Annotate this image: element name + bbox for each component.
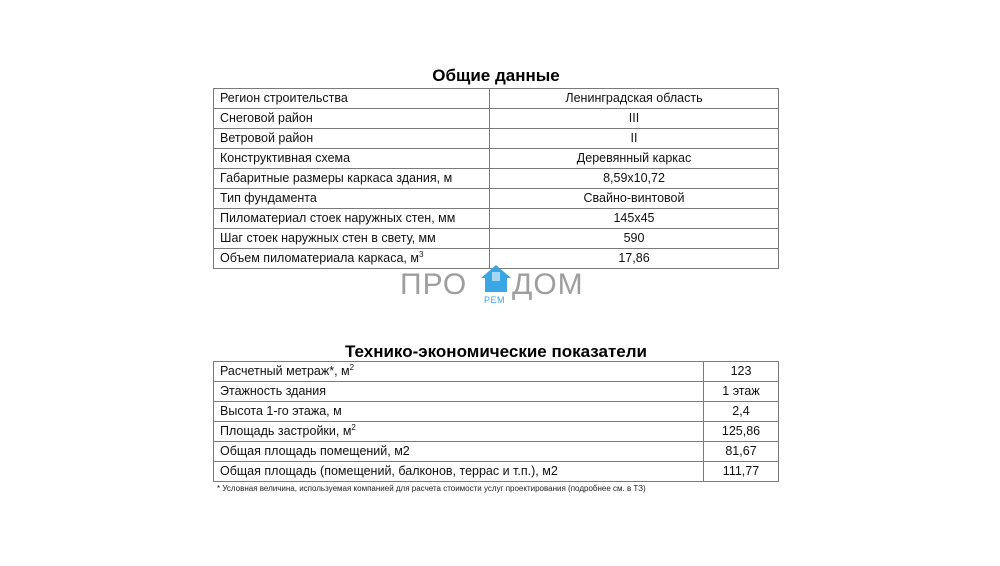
table-row — [214, 109, 779, 129]
company-logo — [398, 262, 603, 310]
table-row — [214, 442, 779, 462]
row-value: 125,86 — [704, 422, 779, 442]
general-data-title: Общие данные — [432, 66, 560, 85]
row-value: 81,67 — [704, 442, 779, 462]
tech-econ-table — [213, 361, 779, 482]
row-label-text: Площадь застройки, м — [220, 424, 352, 438]
row-label: Пиломатериал стоек наружных стен, мм — [214, 209, 490, 229]
row-value: III — [490, 109, 779, 129]
table-row — [214, 229, 779, 249]
row-value: Ленинградская область — [490, 89, 779, 109]
unit-superscript: 2 — [349, 363, 355, 372]
row-label: Габаритные размеры каркаса здания, м — [214, 169, 490, 189]
row-value: 590 — [490, 229, 779, 249]
row-label-text: Расчетный метраж*, м — [220, 364, 350, 378]
row-label: Конструктивная схема — [214, 149, 490, 169]
row-label — [214, 422, 704, 442]
footnote: * Условная величина, используемая компанией для расчета стоимости услуг проектирования (подробнее см. в ТЗ) — [217, 484, 646, 493]
table-row — [214, 129, 779, 149]
general-data-table — [213, 88, 779, 269]
row-label: Этажность здания — [214, 382, 704, 402]
logo-subtext: РЕМ — [484, 295, 506, 305]
table-row — [214, 462, 779, 482]
row-label: Высота 1-го этажа, м — [214, 402, 704, 422]
row-label: Регион строительства — [214, 89, 490, 109]
row-value: 145x45 — [490, 209, 779, 229]
table-row — [214, 402, 779, 422]
row-value: II — [490, 129, 779, 149]
table-row — [214, 89, 779, 109]
house-icon — [480, 264, 512, 294]
row-value: 1 этаж — [704, 382, 779, 402]
row-label-text: Объем пиломатериала каркаса, м — [220, 251, 419, 265]
tech-econ-title: Технико-экономические показатели — [344, 342, 647, 361]
row-label: Общая площадь (помещений, балконов, террас и т.п.), м2 — [214, 462, 704, 482]
row-value: Свайно-винтовой — [490, 189, 779, 209]
row-value: Деревянный каркас — [490, 149, 779, 169]
row-value: 17,86 — [490, 249, 779, 269]
logo-text-pro: ПРО — [400, 268, 468, 301]
row-value: 111,77 — [704, 462, 779, 482]
table-row — [214, 382, 779, 402]
table-row — [214, 189, 779, 209]
table-row — [214, 149, 779, 169]
row-label: Шаг стоек наружных стен в свету, мм — [214, 229, 490, 249]
row-label: Тип фундамента — [214, 189, 490, 209]
unit-superscript: 3 — [418, 250, 424, 259]
table-row — [214, 362, 779, 382]
table-row — [214, 209, 779, 229]
table-row — [214, 422, 779, 442]
table-row — [214, 169, 779, 189]
logo-text-dom: ДОМ — [512, 268, 584, 301]
row-label — [214, 362, 704, 382]
row-label: Ветровой район — [214, 129, 490, 149]
row-value: 2,4 — [704, 402, 779, 422]
row-value: 123 — [704, 362, 779, 382]
row-value: 8,59x10,72 — [490, 169, 779, 189]
row-label: Снеговой район — [214, 109, 490, 129]
unit-superscript: 2 — [351, 423, 356, 432]
row-label: Общая площадь помещений, м2 — [214, 442, 704, 462]
